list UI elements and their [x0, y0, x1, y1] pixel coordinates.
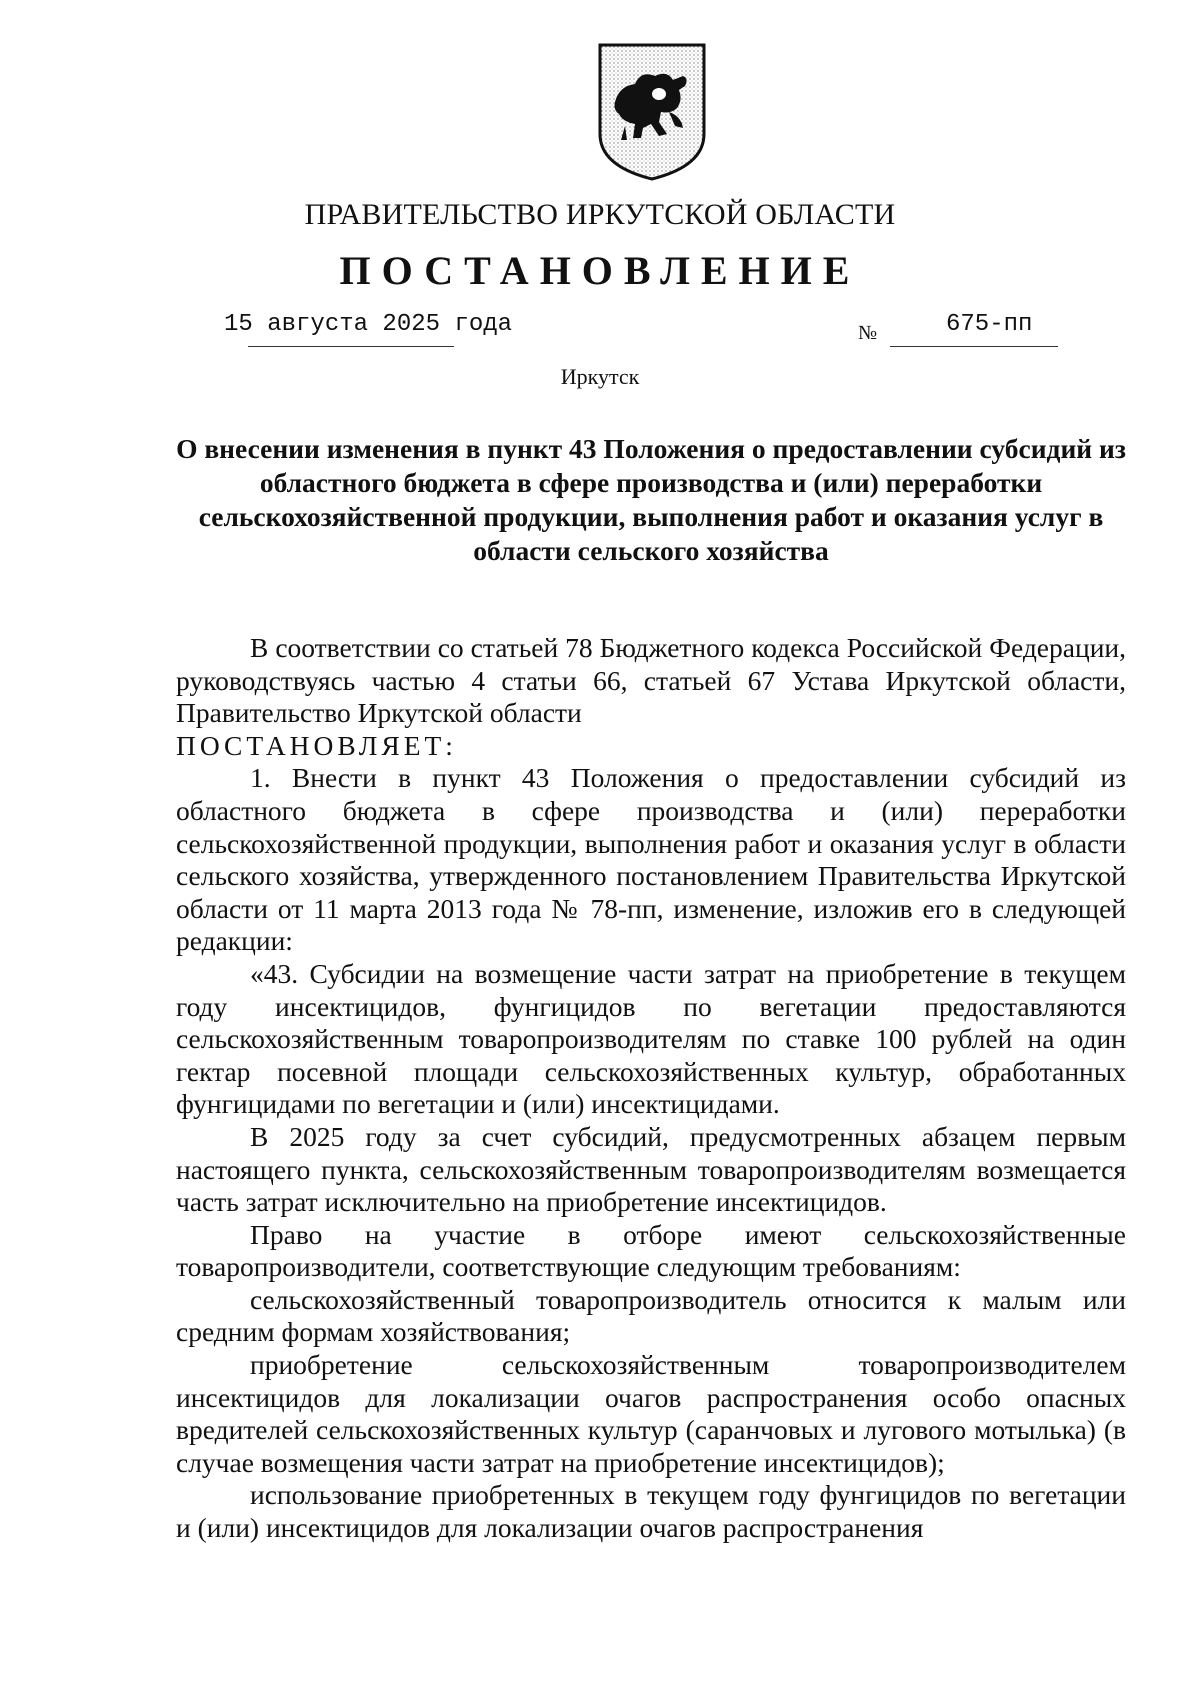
preamble-paragraph: В соответствии со статьей 78 Бюджетного кодекса Российской Федерации, руководствуясь частью 4 статьи 66, статьей 67 Устава Иркутской области, Правительство Иркутской области: [176, 632, 1126, 729]
document-city: Иркутск: [560, 364, 640, 389]
paragraph-6: приобретение сельскохозяйственным товаропроизводителем инсектицидов для локализации очагов распространения особо опасных вредителей сельскохозяйственных культур (саранчовых и лугового мотылька) (в случае возмещения части затрат на приобретение инсектицидов);: [176, 1349, 1126, 1478]
document-title: О внесении изменения в пункт 43 Положения о предоставлении субсидий из областного бюджета в сфере производства и (или) переработки сельскохозяйственной продукции, выполнения работ и оказания услуг в области сельского хозяйства: [176, 433, 1126, 566]
paragraph-1: 1. Внести в пункт 43 Положения о предоставлении субсидий из областного бюджета в сфере производства и (или) переработки сельскохозяйственной продукции, выполнения работ и оказания услуг в области сельского хозяйства, утвержденного постановлением Правительства Иркутской области от 11 марта 2013 года № 78-пп, изменение, изложив его в следующей редакции:: [176, 762, 1126, 957]
decree-word: ПОСТАНОВЛЯЕТ:: [176, 729, 457, 761]
document-body: [176, 632, 1126, 1545]
number-sign: №: [858, 322, 878, 344]
coat-of-arms-icon: [597, 42, 707, 182]
document-date: 15 августа 2025 года: [224, 311, 513, 338]
paragraph-5: сельскохозяйственный товаропроизводитель относится к малым или средним формам хозяйствования;: [176, 1283, 1126, 1348]
organization-name: ПРАВИТЕЛЬСТВО ИРКУТСКОЙ ОБЛАСТИ: [304, 198, 896, 231]
date-underline: [248, 346, 454, 347]
document-number: 675-пп: [946, 311, 1033, 338]
paragraph-4: Право на участие в отборе имеют сельскохозяйственные товаропроизводители, соответствующие следующим требованиям:: [176, 1218, 1126, 1283]
paragraph-2: «43. Субсидии на возмещение части затрат на приобретение в текущем году инсектицидов, фунгицидов по вегетации предоставляются сельскохозяйственным товаропроизводителям по ставке 100 рублей на один гектар посевной площади сельскохозяйственных культур, обработанных фунгицидами по вегетации и (или) инсектицидами.: [176, 957, 1126, 1120]
paragraph-7: использование приобретенных в текущем году фунгицидов по вегетации и (или) инсектицидов для локализации очагов распространения: [176, 1479, 1126, 1544]
document-type: ПОСТАНОВЛЕНИЕ: [339, 248, 861, 293]
number-underline: [890, 346, 1058, 347]
paragraph-3: В 2025 году за счет субсидий, предусмотренных абзацем первым настоящего пункта, сельскохозяйственным товаропроизводителям возмещается часть затрат исключительно на приобретение инсектицидов.: [176, 1120, 1126, 1218]
